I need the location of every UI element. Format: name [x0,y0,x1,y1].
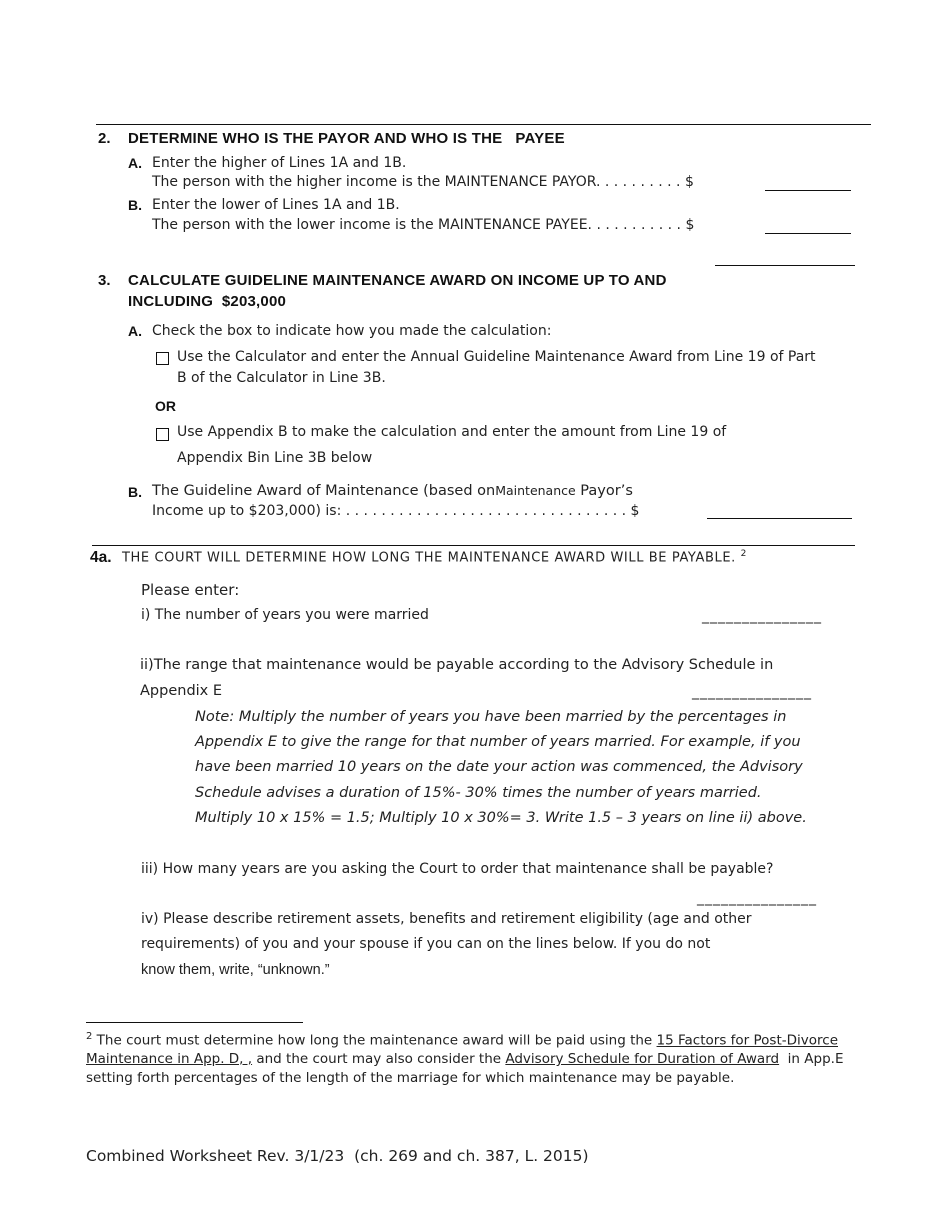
advisory-schedule-link[interactable]: Advisory Schedule for Duration of Award [505,1051,780,1067]
footnote-text-3: in App.E [779,1051,844,1067]
section-2b-line2: The person with the lower income is the MAINTENANCE PAYEE. . . . . . . . . . . $ [152,217,695,233]
section-2b-label: B. [128,197,142,213]
question-ii-line1: ii)The range that maintenance would be payable according to the Advisory Schedule in [140,657,774,673]
payable-range-field[interactable]: _______________ [692,684,812,700]
footnote-number: 2 [86,1031,93,1042]
section-2-title: DETERMINE WHO IS THE PAYOR AND WHO IS THE PAYEE [128,130,565,147]
section-2a-label: A. [128,155,142,171]
section-2a-line2: The person with the higher income is the MAINTENANCE PAYOR. . . . . . . . . . $ [152,174,694,190]
section-4a-title-text: THE COURT WILL DETERMINE HOW LONG THE MAINTENANCE AWARD WILL BE PAYABLE. [122,550,736,566]
note-line-3: have been married 10 years on the date your action was commenced, the Advisory [195,759,803,775]
payee-income-field[interactable] [765,233,851,234]
years-married-field[interactable]: _______________ [702,608,822,624]
question-ii-line2: Appendix E [140,683,223,699]
section-3b-line1 [152,483,633,499]
footnote-text-2: and the court may also consider the [252,1051,506,1067]
footnote-text-1: The court must determine how long the maintenance award will be paid using the [92,1032,657,1049]
section-4a-title [122,549,747,565]
appendix-b-checkbox[interactable] [156,428,169,441]
section-3-title-line1: CALCULATE GUIDELINE MAINTENANCE AWARD ON INCOME UP TO AND [128,272,667,289]
question-iv-line1: iv) Please describe retirement assets, benefits and retirement eligibility (age and other [141,911,752,927]
footnote-rule [86,1022,303,1023]
please-enter: Please enter: [141,581,240,599]
section-2-rule [96,124,871,125]
calculator-option-line1: Use the Calculator and enter the Annual Guideline Maintenance Award from Line 19 of Part [177,349,816,365]
note-line-4: Schedule advises a duration of 15%- 30% times the number of years married. [195,785,762,801]
section-2a-line1: Enter the higher of Lines 1A and 1B. [152,155,407,171]
question-iv-line2: requirements) of you and your spouse if you can on the lines below. If you do not [141,936,711,952]
section-3-rule [715,265,855,266]
section-3-title-line2: INCLUDING $203,000 [128,293,287,310]
or-label: OR [155,398,176,414]
section-3b-line1-c: Payor’s [575,483,633,499]
section-3b-line2: Income up to $203,000) is: . . . . . . . . . . . . . . . . . . . . . . . . . . . . . . . . $ [152,503,640,519]
section-3b-label: B. [128,484,142,500]
note-line-5: Multiply 10 x 15% = 1.5; Multiply 10 x 30%= 3. Write 1.5 – 3 years on line ii) above. [195,810,807,826]
footnote-line2 [86,1051,843,1067]
calculator-option-line2: B of the Calculator in Line 3B. [177,370,386,386]
guideline-award-field[interactable] [707,518,852,519]
page-footer: Combined Worksheet Rev. 3/1/23 (ch. 269 and ch. 387, L. 2015) [86,1147,589,1165]
factors-link-part1[interactable]: 15 Factors for Post-Divorce [656,1032,838,1049]
footnote-ref: 2 [740,549,747,559]
footnote-line3: setting forth percentages of the length of the marriage for which maintenance may be payable. [86,1070,735,1086]
question-iv-line3: know them, write, “unknown.” [141,962,330,978]
section-3a-label: A. [128,323,142,339]
section-4a-rule [92,545,855,546]
note-line-1: Note: Multiply the number of years you have been married by the percentages in [195,709,787,725]
section-2b-line1: Enter the lower of Lines 1A and 1B. [152,197,400,213]
appendix-b-option-line2: Appendix Bin Line 3B below [177,450,373,466]
payor-income-field[interactable] [765,190,851,191]
years-requested-field[interactable]: _______________ [697,890,817,906]
footnote-line1 [86,1031,838,1049]
appendix-b-option-line1: Use Appendix B to make the calculation and enter the amount from Line 19 of [177,424,727,440]
section-2-number: 2. [98,130,111,147]
note-line-2: Appendix E to give the range for that number of years married. For example, if you [195,734,801,750]
factors-link-part2[interactable]: Maintenance in App. D, , [86,1051,253,1067]
section-4a-number: 4a. [90,549,112,566]
question-iii: iii) How many years are you asking the Court to order that maintenance shall be payable? [141,861,774,877]
section-3b-line1-a: The Guideline Award of Maintenance (based on [152,483,496,499]
calculator-checkbox[interactable] [156,352,169,365]
section-3-number: 3. [98,272,111,289]
section-3a-text: Check the box to indicate how you made the calculation: [152,323,552,339]
question-i: i) The number of years you were married [141,607,429,623]
section-3b-line1-b: Maintenance [495,483,576,498]
